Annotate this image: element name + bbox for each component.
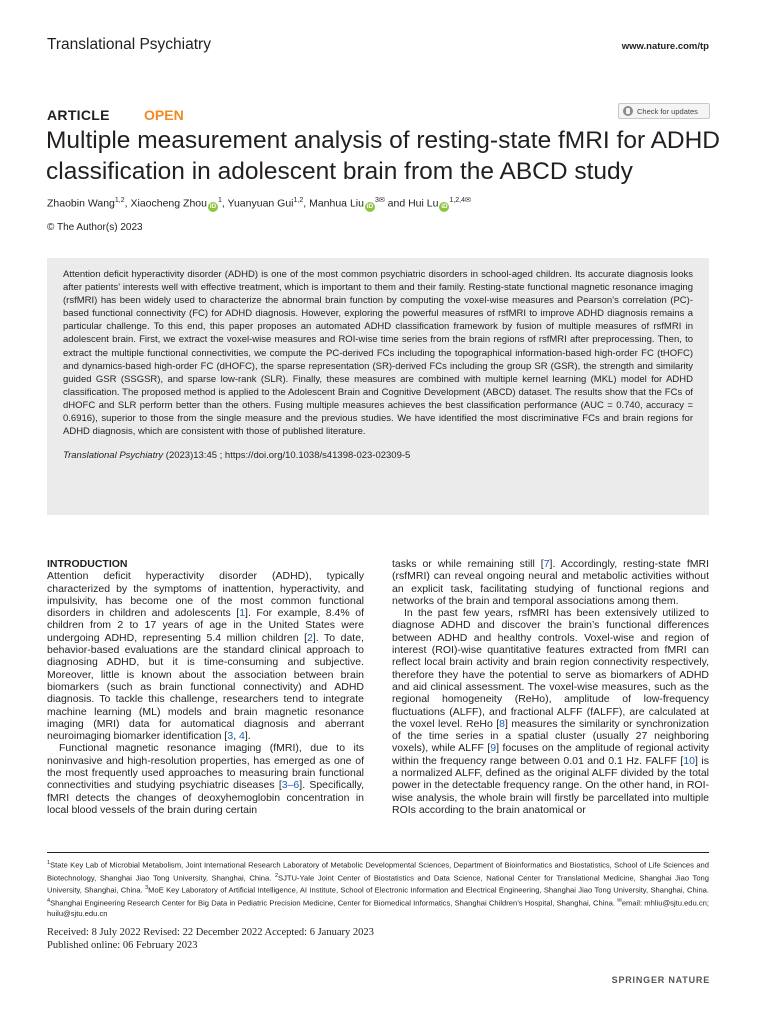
body-paragraph: [392, 607, 709, 816]
check-updates-label: Check for updates: [637, 106, 698, 116]
author-name[interactable]: Xiaocheng Zhou: [130, 197, 207, 210]
right-column: [392, 558, 709, 816]
author-name[interactable]: Manhua Liu: [309, 197, 364, 210]
paragraph-text: Functional magnetic resonance imaging (fMRI), due to its noninvasive and high-resolution properties, has emerged as one of the most frequently used approaches to measuring brain functional connectivities and studying psychiatric diseases [: [47, 742, 364, 792]
author-affiliation-sup: 1,2,4✉: [449, 197, 471, 204]
author-name[interactable]: Hui Lu: [408, 197, 439, 210]
paragraph-text: ]. To date, behavior-based evaluations are the standard clinical approach to diagnosing ADHD, but it is time-consuming and subjective. Moreover, little is known about the association between brain biomarkers (such as brain functional connectivity) and ADHD diagnosis. To tackle this challenge, researchers tend to integrate machine learning (ML) models and brain magnetic resonance imaging (MRI) data for automatical diagnosis and aberrant neuroimaging biomarker identification [: [47, 631, 364, 743]
paragraph-text: ].: [244, 730, 251, 743]
paragraph-text: ,: [233, 730, 240, 743]
open-access-tag: OPEN: [144, 107, 184, 123]
left-column: [47, 558, 364, 816]
affiliation-sup: 4: [47, 897, 51, 904]
citation-link[interactable]: 9: [490, 742, 497, 755]
affiliation-text: SJTU-Yale Joint Center of Biostatistics and Data Science, National Center for Translational Medicine, Shanghai Jiao Tong University, Shanghai, China.: [47, 873, 710, 895]
citation-link[interactable]: 2: [307, 631, 313, 644]
author-name[interactable]: Zhaobin Wang: [47, 197, 115, 210]
article-dates: [47, 926, 374, 952]
orcid-icon[interactable]: iD: [441, 202, 448, 210]
paragraph-text: tasks or while remaining still [: [392, 558, 544, 570]
author-separator: and: [384, 197, 409, 210]
citation-link[interactable]: 3: [227, 730, 234, 743]
section-heading-introduction: INTRODUCTION: [47, 558, 128, 570]
affiliation-sup: ✉: [617, 897, 622, 904]
author-separator: ,: [221, 197, 228, 210]
journal-url[interactable]: www.nature.com/tp: [621, 41, 709, 52]
paragraph-text: Attention deficit hyperactivity disorder (ADHD), typically characterized by the symptoms of inattention, hyperactivity, and impulsivity, has become one of the most common functional disorders in children and adolescents [: [47, 570, 364, 620]
paragraph-text: ] measures the similarity or synchronization of the time series in a spatial cluster (usually 27 neighboring voxels), while ALFF [: [392, 717, 709, 755]
author-affiliation-sup: 1,2: [114, 197, 125, 204]
affiliations: [47, 858, 709, 919]
check-updates-icon: [623, 106, 633, 116]
author-separator: ,: [303, 197, 310, 210]
citation-journal: Translational Psychiatry: [63, 450, 164, 462]
article-type: ARTICLE: [47, 107, 110, 123]
published-online: Published online: 06 February 2023: [47, 940, 198, 951]
paragraph-text: In the past few years, rsfMRI has been extensively utilized to diagnose ADHD and discover the brain’s functional differences between ADHD and healthy controls. Voxel-wise and region of interest (ROI)-wise quantitative features extracted from fMRI can reflect local brain activity and brain region connectivity respectively, therefore they have the potential to serve as biomarkers of ADHD and aid clinical assessment. The voxel-wise measures, such as the regional homogeneity (ReHo), amplitude of low-frequency fluctuations (ALFF), and fractional ALFF (fALFF), are calculated at the voxel level. ReHo [: [392, 607, 709, 730]
journal-name: Translational Psychiatry: [47, 36, 211, 53]
paragraph-text: ]. For example, 8.4% of children from 2 to 17 years of age in the United States were undergoing ADHD, representing 5.4 million children [: [47, 607, 364, 644]
abstract-box: [47, 258, 709, 515]
citation-link[interactable]: 1: [239, 607, 246, 620]
author-list: [47, 196, 471, 212]
body-paragraph: [47, 570, 364, 742]
affiliation-text: MoE Key Laboratory of Artificial Intelligence, AI Institute, School of Electronic Information and Electrical Engineering, Shanghai Jiao Tong University, Shanghai, China.: [148, 885, 709, 895]
paragraph-text: ] focuses on the amplitude of regional activity within the frequency range between 0.01 and 0.1 Hz. FALFF [: [392, 742, 709, 767]
author-affiliation-sup: 1,2: [293, 197, 304, 204]
author-affiliation-sup: 1: [217, 197, 222, 204]
article-title: Multiple measurement analysis of resting-state fMRI for ADHD classification in adolescent brain from the ABCD study: [46, 127, 720, 185]
footnote-rule: [47, 852, 709, 853]
citation-doi[interactable]: (2023)13:45 ; https://doi.org/10.1038/s41398-023-02309-5: [163, 450, 411, 462]
publisher-logo: SPRINGER NATURE: [611, 975, 710, 985]
author-separator: ,: [124, 197, 131, 210]
author-name[interactable]: Yuanyuan Gui: [227, 197, 294, 210]
paragraph-text: ]. Specifically, fMRI detects the changes of deoxyhemoglobin concentration in local blood vessels of the brain during certain: [47, 779, 364, 816]
affiliation-sup: 1: [47, 860, 51, 866]
affiliation-text: Shanghai Engineering Research Center for Big Data in Pediatric Precision Medicine, Center for Biomedical Informatics, Shanghai Children’s Hospital, Shanghai, China.: [50, 898, 618, 908]
citation-link[interactable]: 8: [499, 717, 506, 730]
citation-link[interactable]: 3–6: [281, 779, 300, 792]
citation-link[interactable]: 7: [543, 558, 550, 570]
paragraph-text: ] is a normalized ALFF, defined as the original ALFF divided by the total power in the detectable frequency range. On the other hand, in ROI-wise analysis, the whole brain will firstly be parcellated into multiple ROIs according to the brain anatomical or: [392, 754, 709, 816]
affiliation-sup: 2: [274, 872, 279, 879]
affiliation-text: State Key Lab of Microbial Metabolism, Joint International Research Laboratory of Metabolic Developmental Sciences, Department of Bioinformatics and Biostatistics, School of Life Sciences and Biotechnology, Shanghai Jiao Tong University, Shanghai, China.: [47, 860, 709, 883]
affiliation-text: email: mhliu@sjtu.edu.cn; huilu@sjtu.edu.cn: [47, 898, 709, 919]
citation-link[interactable]: 10: [683, 754, 696, 767]
abstract-citation: [63, 450, 693, 461]
abstract-text: Attention deficit hyperactivity disorder (ADHD) is one of the most common psychiatric disorders in school-aged children. Its accurate diagnosis looks after patients’ interests well with effective treatment, which is important to them and their family. Resting-state functional magnetic resonance imaging (rsfMRI) has been widely used to characterize the abnormal brain function by computing the voxel-wise measures and Pearson’s correlation (PC)-based functional connectivity (FC) for ADHD diagnosis. However, exploring the powerful measures of rsfMRI to improve ADHD diagnosis remains a particular challenge. To this end, this paper proposes an automated ADHD classification framework by fusion of multiple measures of rsfMRI in adolescent brain. First, we extract the voxel-wise measures and ROI-wise time series from the brain regions of rsfMRI after preprocessing. Then, to extract the multiple functional connectivities, we compute the PC-derived FCs including the topographical information-based high-order FC (tHOFC) and dynamics-based high-order FC (dHOFC), the sparse representation (SR)-derived FCs including the group SR (GSR), the strength and similarity guided GSR (SSGSR), and sparse low-rank (SLR). Finally, these measures are combined with multiple kernel learning (MKL) model for ADHD classification. The proposed method is applied to the Adolescent Brain and Cognitive Development (ABCD) dataset. The results show that the FCs of dHOFC and SLR perform better than the others. Fusing multiple measures achieves the best classification performance (AUC = 0.740, accuracy = 0.6916), superior to those from the single measure and the previous studies. We have identified the most discriminative FCs and brain regions for ADHD diagnosis, which are consistent with those of published literature.: [63, 269, 693, 438]
affiliation-sup: 3: [145, 885, 149, 892]
orcid-icon[interactable]: iD: [366, 202, 374, 210]
orcid-icon[interactable]: iD: [209, 202, 217, 210]
body-paragraph: [47, 742, 364, 816]
paragraph-text: ]. Accordingly, resting-state fMRI (rsfMRI) can reveal ongoing neural and metabolic activities without an explicit task, facilitating studying of functional regions and networks of the brain and temporal associations among them.: [392, 558, 709, 607]
author-affiliation-sup: 3✉: [374, 197, 385, 204]
body-paragraph: [392, 558, 709, 607]
copyright-notice: © The Author(s) 2023: [47, 222, 143, 233]
citation-link[interactable]: 4: [239, 730, 245, 743]
received-revised-accepted: Received: 8 July 2022 Revised: 22 December 2022 Accepted: 6 January 2023: [47, 927, 374, 938]
check-for-updates-button[interactable]: [618, 103, 710, 119]
